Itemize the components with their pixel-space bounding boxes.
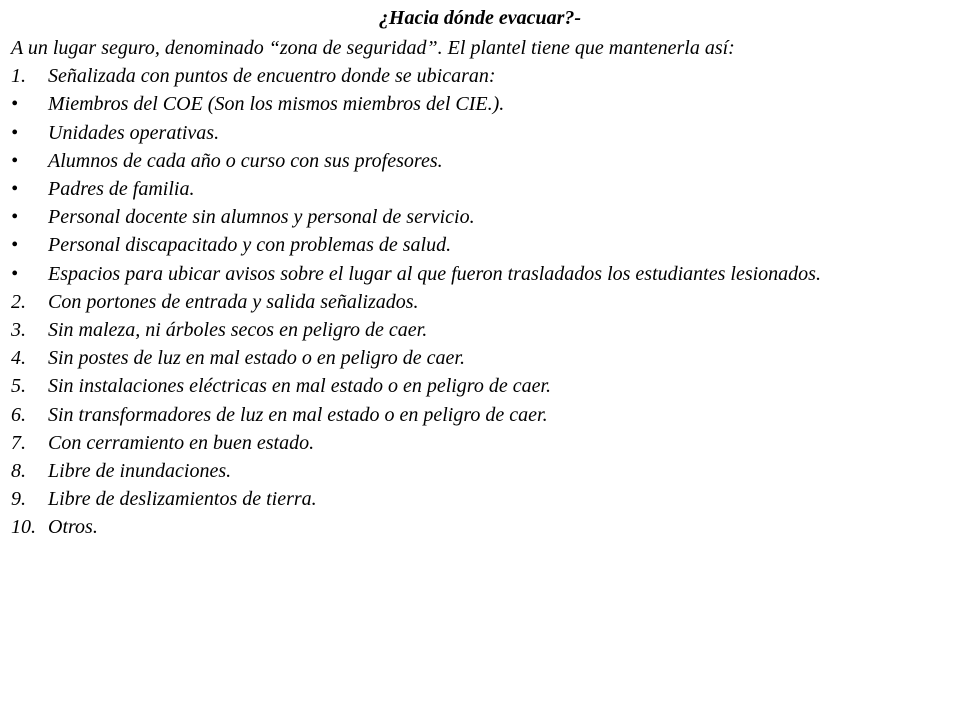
number-marker: 3.: [11, 319, 26, 342]
list-item-text: Miembros del COE (Son los mismos miembros del CIE.).: [48, 93, 505, 116]
number-marker: 5.: [11, 375, 26, 398]
list-item-text: Unidades operativas.: [48, 121, 220, 144]
bullet-icon: •: [11, 206, 19, 229]
list-item-5: [11, 372, 951, 400]
list-item-10: [11, 513, 951, 541]
bullet-icon: •: [11, 178, 19, 201]
list-item-1: [11, 62, 951, 90]
list-item-text: Sin maleza, ni árboles secos en peligro de caer.: [48, 319, 428, 342]
slide-title: ¿Hacia dónde evacuar?-: [378, 7, 582, 29]
bullet-icon: •: [11, 234, 19, 257]
list-item-text: Sin transformadores de luz en mal estado o en peligro de caer.: [48, 403, 548, 426]
bullet-item: [11, 147, 951, 175]
bullet-icon: •: [11, 149, 19, 172]
bullet-item: [11, 260, 951, 288]
bullet-icon: •: [11, 262, 19, 285]
list-item-text: Espacios para ubicar avisos sobre el lugar al que fueron trasladados los estudiantes lesionados.: [48, 262, 821, 285]
number-marker: 10.: [11, 516, 36, 539]
list-item-text: Con portones de entrada y salida señalizados.: [48, 290, 419, 313]
list-item-2: [11, 288, 951, 316]
bullet-item: [11, 119, 951, 147]
bullet-item: [11, 90, 951, 118]
number-marker: 1.: [11, 65, 26, 88]
list-item-text: Personal docente sin alumnos y personal de servicio.: [48, 206, 475, 229]
number-marker: 2.: [11, 290, 26, 313]
list-item-4: [11, 344, 951, 372]
list-item-text: Libre de inundaciones.: [48, 460, 232, 483]
number-marker: 4.: [11, 347, 26, 370]
list-item-text: Sin postes de luz en mal estado o en peligro de caer.: [48, 347, 465, 370]
list-item-6: [11, 401, 951, 429]
number-marker: 6.: [11, 403, 26, 426]
list-item-text: Con cerramiento en buen estado.: [48, 431, 315, 454]
bullet-item: [11, 175, 951, 203]
list-item-9: [11, 485, 951, 513]
bullet-item: [11, 203, 951, 231]
number-marker: 7.: [11, 431, 26, 454]
number-marker: 8.: [11, 460, 26, 483]
list-item-text: Señalizada con puntos de encuentro donde se ubicaran:: [48, 65, 496, 88]
number-marker: 9.: [11, 488, 26, 511]
slide-content: [11, 34, 951, 542]
list-item-7: [11, 429, 951, 457]
intro-text: A un lugar seguro, denominado “zona de seguridad”. El plantel tiene que mantenerla así:: [11, 37, 735, 59]
list-item-8: [11, 457, 951, 485]
list-item-text: Alumnos de cada año o curso con sus profesores.: [48, 149, 443, 172]
list-item-text: Padres de familia.: [48, 178, 195, 201]
list-item-text: Otros.: [48, 516, 98, 539]
list-item-3: [11, 316, 951, 344]
list-item-text: Personal discapacitado y con problemas de salud.: [48, 234, 452, 257]
list-item-text: Libre de deslizamientos de tierra.: [48, 488, 317, 511]
list-item-text: Sin instalaciones eléctricas en mal estado o en peligro de caer.: [48, 375, 552, 398]
bullet-icon: •: [11, 121, 19, 144]
bullet-item: [11, 231, 951, 259]
bullet-icon: •: [11, 93, 19, 116]
